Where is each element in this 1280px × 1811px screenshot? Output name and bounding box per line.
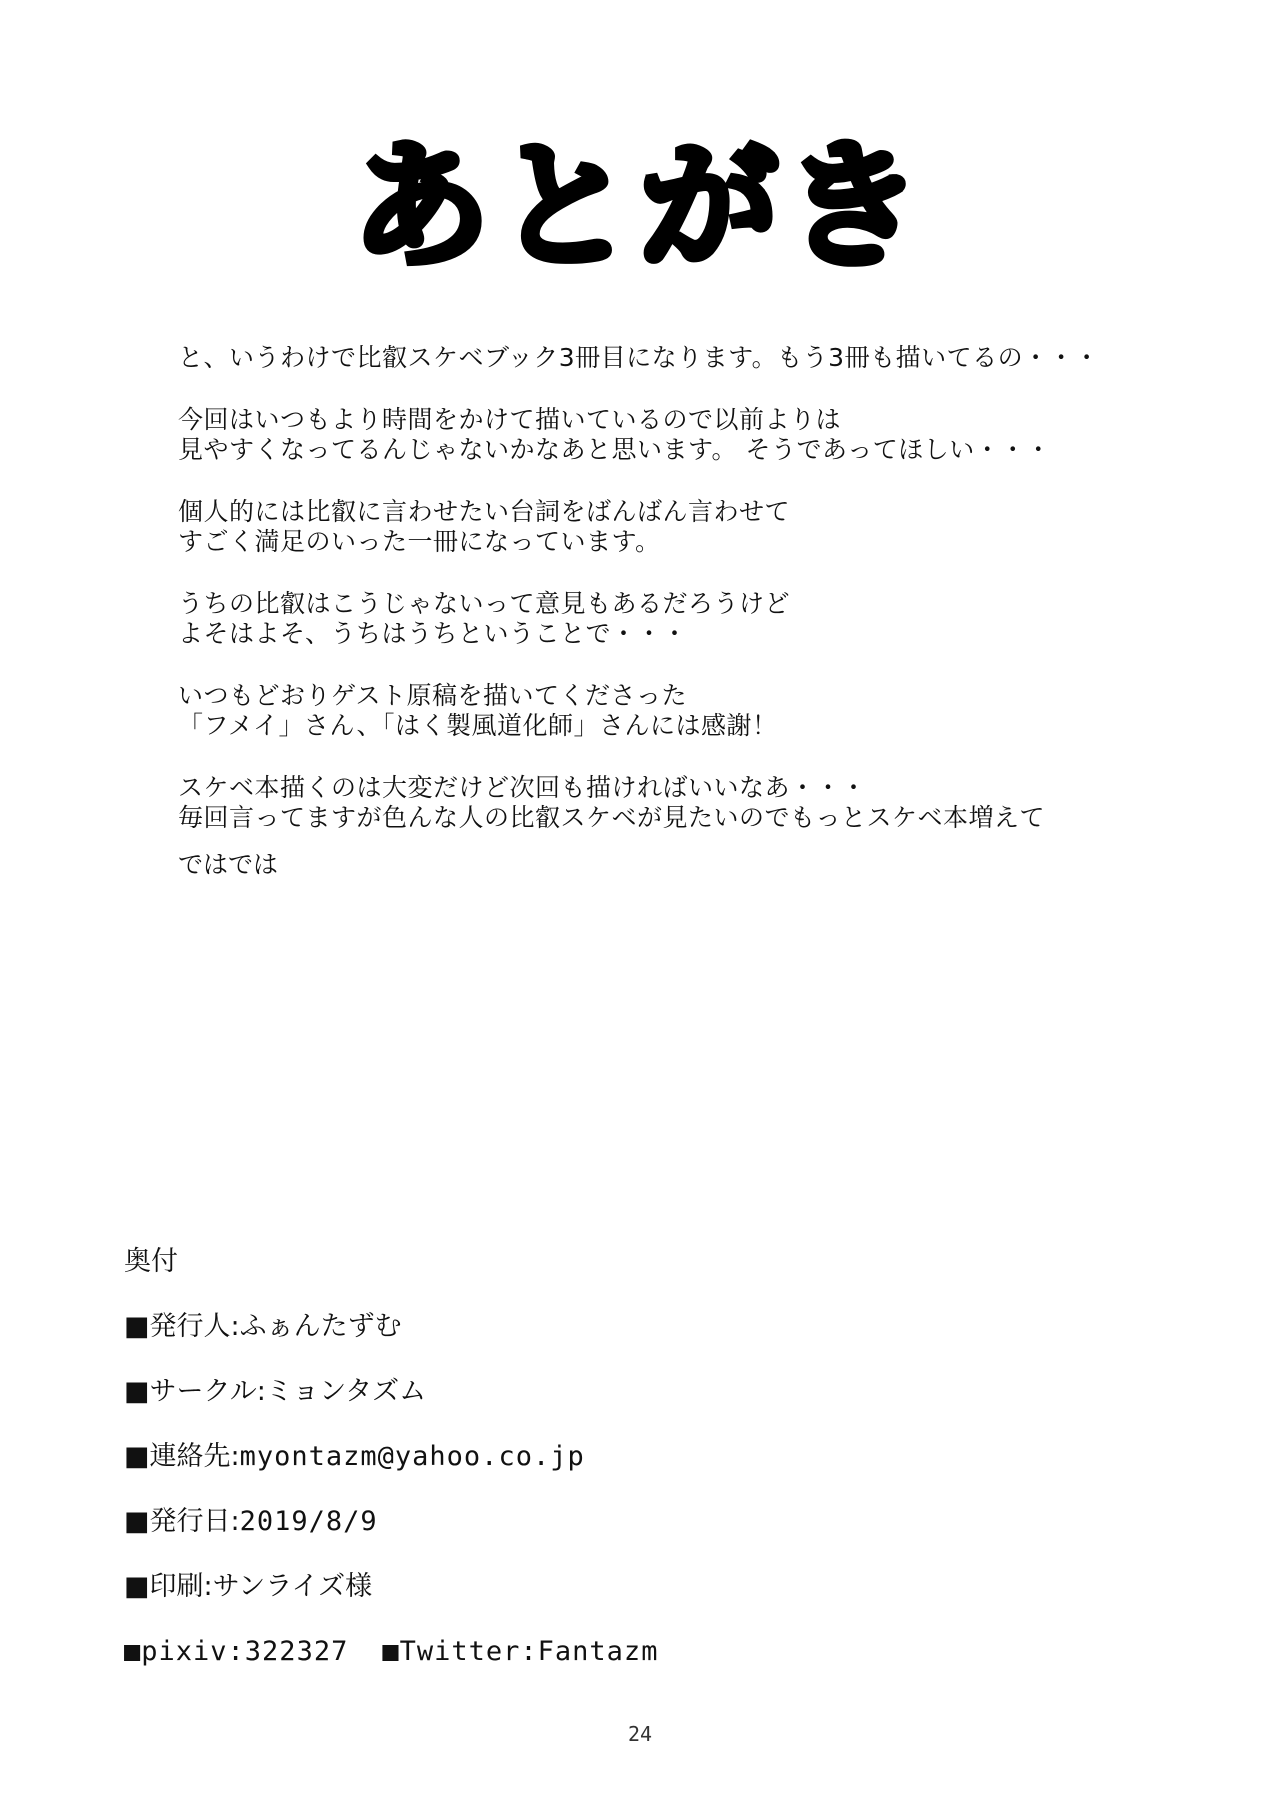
colophon-label: ■連絡先: xyxy=(124,1441,240,1472)
colophon-value: ふぁんたずむ xyxy=(239,1311,402,1342)
colophon-label: ■発行人: xyxy=(124,1311,240,1342)
paragraph-line: 個人的には比叡に言わせたい台詞をばんばん言わせて xyxy=(178,497,791,526)
paragraph-line: 見やすくなってるんじゃないかなあと思います。 そうであってほしい・・・ xyxy=(178,435,1052,464)
paragraph-2 xyxy=(178,405,1238,465)
colophon-label: ■印刷: xyxy=(124,1571,213,1602)
colophon-heading: 奥付 xyxy=(124,1246,178,1277)
colophon-contact xyxy=(124,1437,1124,1477)
paragraph-line: 毎回言ってますが色んな人の比叡スケベが見たいのでもっとスケベ本増えて xyxy=(178,803,1046,832)
colophon-value: 2019/8/9 xyxy=(239,1506,378,1537)
paragraph-line: 今回はいつもより時間をかけて描いているので以前よりは xyxy=(178,405,842,434)
paragraph-line: スケベ本描くのは大変だけど次回も描ければいいなあ・・・ xyxy=(178,773,867,802)
paragraph-line: うちの比叡はこうじゃないって意見もあるだろうけど xyxy=(178,589,791,618)
page-number: 24 xyxy=(627,1722,653,1746)
twitter-handle: Fantazm xyxy=(537,1636,659,1667)
colophon-printer xyxy=(124,1567,1124,1607)
colophon-date xyxy=(124,1502,1124,1542)
paragraph-1 xyxy=(178,343,1238,373)
paragraph-4 xyxy=(178,589,1238,649)
afterword-title: あとがき xyxy=(351,126,928,287)
contact-email: myontazm@yahoo.co.jp xyxy=(239,1441,585,1472)
colophon-social xyxy=(124,1632,1124,1672)
afterword-body xyxy=(178,343,1238,865)
colophon-label: ■サークル: xyxy=(124,1376,266,1407)
colophon-label: ■Twitter: xyxy=(382,1636,538,1667)
colophon-value: サンライズ様 xyxy=(212,1571,373,1602)
paragraph-line: いつもどおりゲスト原稿を描いてくださった xyxy=(178,681,688,710)
paragraph-line: 「フメイ」さん、「はく製風道化師」さんには感謝！ xyxy=(178,711,778,740)
colophon-publisher xyxy=(124,1307,1124,1347)
pixiv-id: 322327 xyxy=(244,1636,349,1667)
colophon-value: ミョンタズム xyxy=(265,1376,427,1407)
colophon-circle xyxy=(124,1372,1124,1412)
paragraph-line: すごく満足のいった一冊になっています。 xyxy=(178,527,661,556)
paragraph-line: と、いうわけで比叡スケベブック3冊目になります。もう3冊も描いてるの・・・ xyxy=(178,343,1100,372)
paragraph-line: よそはよそ、うちはうちということで・・・ xyxy=(178,619,688,648)
paragraph-5 xyxy=(178,681,1238,741)
closing-line: ではでは xyxy=(178,850,279,879)
colophon-label: ■発行日: xyxy=(124,1506,240,1537)
colophon-label: ■pixiv: xyxy=(124,1636,245,1667)
paragraph-6 xyxy=(178,773,1238,833)
colophon xyxy=(124,1242,1124,1697)
paragraph-3 xyxy=(178,497,1238,557)
